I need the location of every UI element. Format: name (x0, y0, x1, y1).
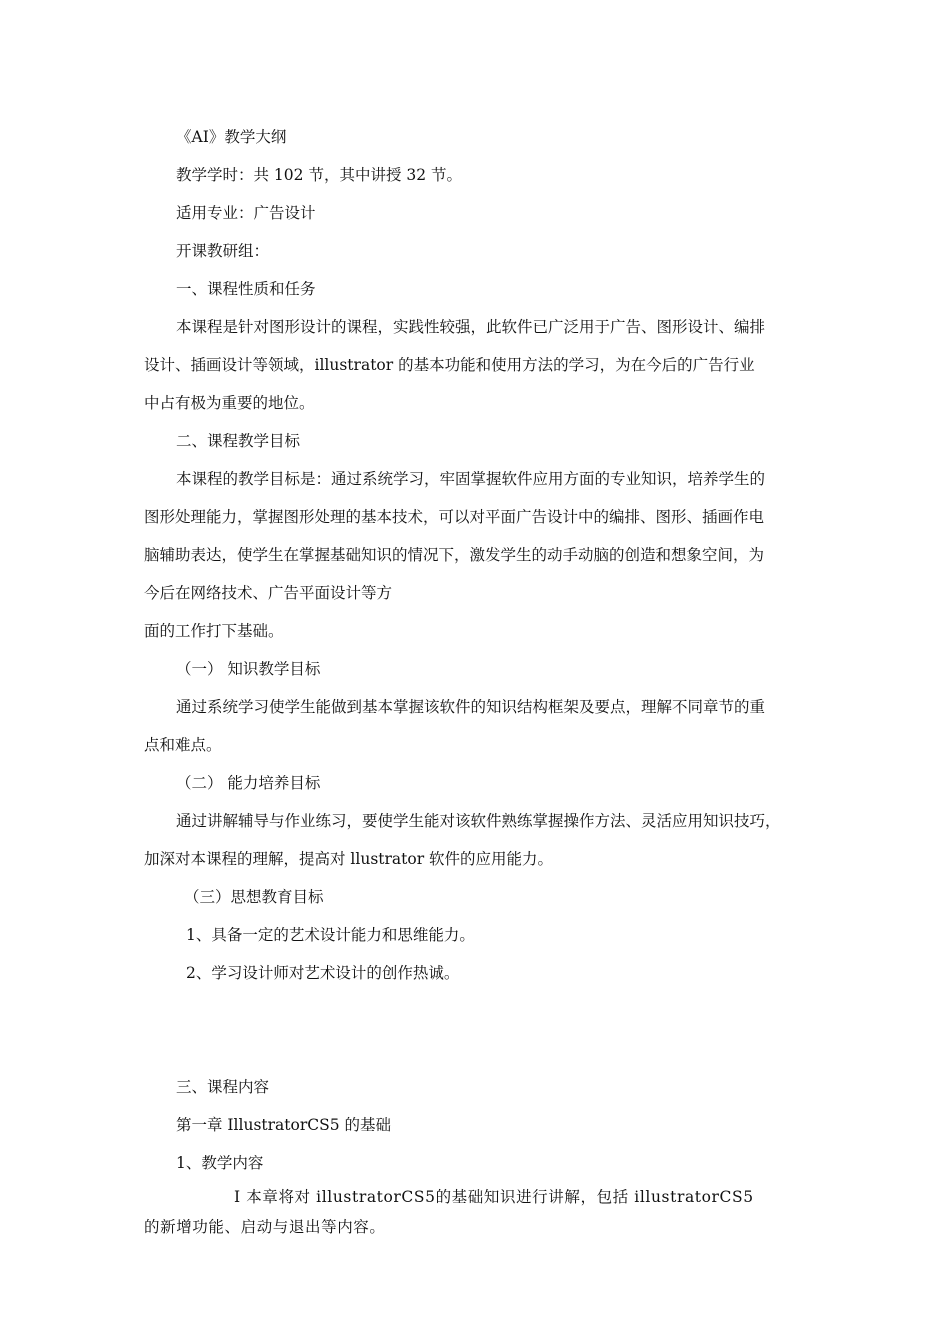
section-2-heading: 二、课程教学目标 (176, 432, 301, 450)
applicable-major: 适用专业：广告设计 (176, 204, 316, 222)
section-2-paragraph-line-4: 今后在网络技术、广告平面设计等方 (144, 584, 393, 602)
section-1-heading: 一、课程性质和任务 (176, 280, 316, 298)
section-1-paragraph-line-2: 设计、插画设计等领域，illustrator 的基本功能和使用方法的学习，为在今后的广告行业 (144, 356, 755, 374)
knowledge-goal-line-2: 点和难点。 (144, 736, 222, 754)
section-2-paragraph-line-5: 面的工作打下基础。 (144, 622, 284, 640)
ability-goal-line-1: 通过讲解辅导与作业练习，要使学生能对该软件熟练掌握操作方法、灵活应用知识技巧， (176, 812, 781, 830)
teaching-hours: 教学学时：共 102 节，其中讲授 32 节。 (176, 166, 463, 184)
chapter-1-paragraph-line-1: I 本章将对 illustratorCS5的基础知识进行讲解，包括 illustratorCS5 (234, 1188, 754, 1206)
doc-title: 《AI》教学大纲 (176, 128, 287, 146)
knowledge-goal-line-1: 通过系统学习使学生能做到基本掌握该软件的知识结构框架及要点，理解不同章节的重 (176, 698, 766, 716)
teaching-group: 开课教研组： (176, 242, 270, 260)
ideology-goal-heading: （三）思想教育目标 (184, 888, 324, 906)
section-2-paragraph-line-3: 脑辅助表达，使学生在掌握基础知识的情况下，激发学生的动手动脑的创造和想象空间，为 (144, 546, 765, 564)
document-page (144, 118, 808, 1242)
ideology-goal-item-1: 1、具备一定的艺术设计能力和思维能力。 (186, 926, 475, 944)
chapter-1-subheading: 1、教学内容 (176, 1154, 264, 1172)
section-gap (144, 992, 808, 1068)
section-3-heading: 三、课程内容 (176, 1078, 270, 1096)
chapter-1-paragraph-line-2: 的新增功能、启动与退出等内容。 (144, 1218, 386, 1236)
knowledge-goal-heading: （一） 知识教学目标 (176, 660, 321, 678)
section-1-paragraph-line-1: 本课程是针对图形设计的课程，实践性较强，此软件已广泛用于广告、图形设计、编排 (176, 318, 766, 336)
section-1-paragraph-line-3: 中占有极为重要的地位。 (144, 394, 315, 412)
section-2-paragraph-line-2: 图形处理能力，掌握图形处理的基本技术，可以对平面广告设计中的编排、图形、插画作电 (144, 508, 765, 526)
section-2-paragraph-line-1: 本课程的教学目标是：通过系统学习，牢固掌握软件应用方面的专业知识，培养学生的 (176, 470, 766, 488)
ideology-goal-item-2: 2、学习设计师对艺术设计的创作热诚。 (186, 964, 460, 982)
chapter-1-title: 第一章 IllustratorCS5 的基础 (176, 1116, 392, 1134)
ability-goal-line-2: 加深对本课程的理解，提高对 llustrator 软件的应用能力。 (144, 850, 554, 868)
ability-goal-heading: （二） 能力培养目标 (176, 774, 321, 792)
